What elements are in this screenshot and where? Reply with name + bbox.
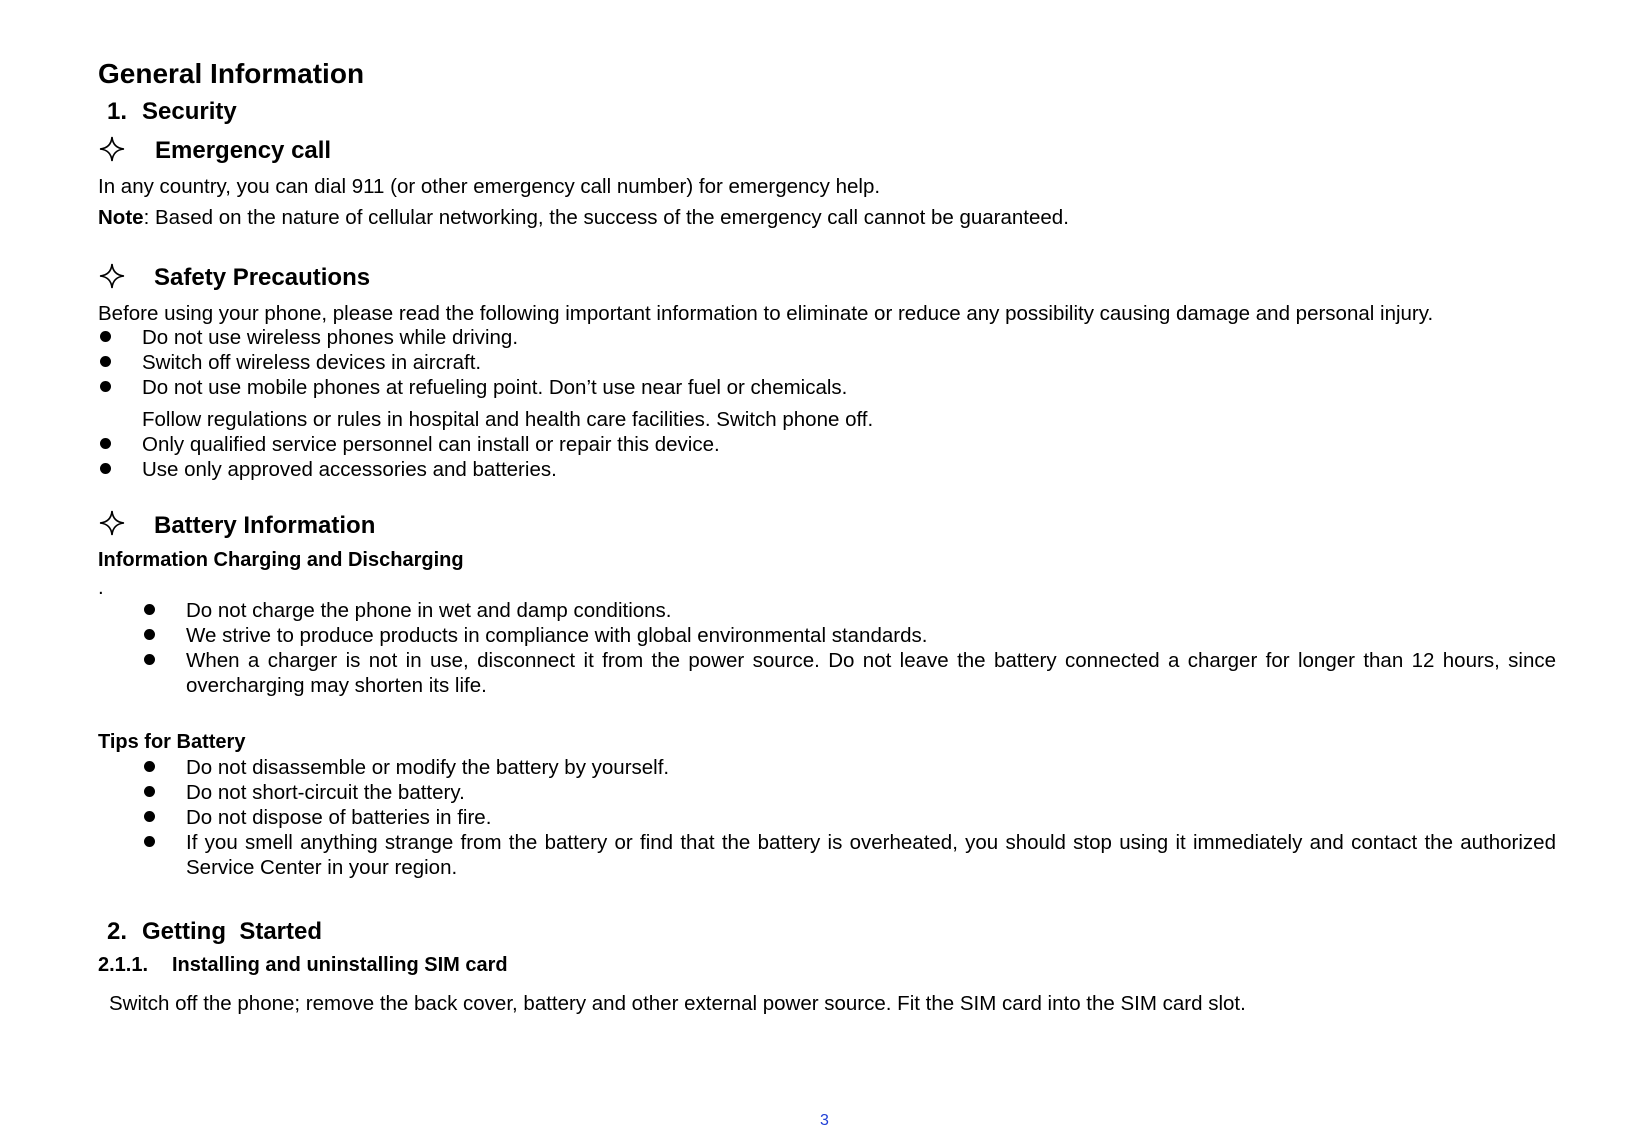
four-point-star-icon	[99, 263, 125, 289]
bullet-icon	[144, 811, 155, 822]
section-1-number: 1.	[107, 98, 128, 125]
bullet-icon	[144, 786, 155, 797]
section-1-title: Security	[142, 98, 237, 125]
safety-precautions-heading: Safety Precautions	[154, 264, 371, 291]
subsection-number: 2.1.1.	[98, 954, 149, 976]
page-number: 3	[820, 1112, 829, 1129]
bullet-icon	[100, 356, 111, 367]
safety-item: Do not use wireless phones while driving.	[142, 326, 519, 349]
safety-follow-text: Follow regulations or rules in hospital and health care facilities. Switch phone off.	[142, 408, 874, 431]
tips-item: Do not disassemble or modify the battery by yourself.	[186, 756, 670, 779]
charging-subheading: Information Charging and Discharging	[98, 549, 464, 571]
tips-item: Do not dispose of batteries in fire.	[186, 806, 492, 829]
charging-item: We strive to produce products in compliance with global environmental standards.	[186, 624, 928, 647]
four-point-star-icon	[99, 136, 125, 162]
battery-information-heading: Battery Information	[154, 512, 376, 539]
tips-subheading: Tips for Battery	[98, 731, 246, 753]
tips-item: If you smell anything strange from the battery or find that the battery is overheated, you should stop using it immediately and contact the authorized Service Center in your region.	[186, 831, 1556, 879]
bullet-icon	[100, 381, 111, 392]
section-2-number: 2.	[107, 918, 128, 945]
bullet-icon	[144, 654, 155, 665]
bullet-icon	[144, 604, 155, 615]
section-2-title: Getting Started	[142, 918, 323, 945]
safety-intro: Before using your phone, please read the following important information to eliminate or reduce any possibility causing damage and personal injury.	[98, 302, 1434, 325]
note-label: Note	[98, 206, 144, 229]
bullet-icon	[144, 629, 155, 640]
note-text: : Based on the nature of cellular networking, the success of the emergency call cannot be guaranteed.	[143, 206, 1069, 229]
tips-item: Do not short-circuit the battery.	[186, 781, 465, 804]
bullet-icon	[100, 331, 111, 342]
bullet-icon	[100, 463, 111, 474]
bullet-icon	[144, 836, 155, 847]
page-title: General Information	[98, 58, 365, 89]
safety-item: Use only approved accessories and batteries.	[142, 458, 557, 481]
emergency-call-heading: Emergency call	[155, 137, 332, 164]
safety-item: Do not use mobile phones at refueling point. Don’t use near fuel or chemicals.	[142, 376, 848, 399]
emergency-note	[98, 205, 1069, 230]
safety-item: Only qualified service personnel can install or repair this device.	[142, 433, 720, 456]
four-point-star-icon	[99, 510, 125, 536]
charging-item: When a charger is not in use, disconnect it from the power source. Do not leave the battery connected a charger for longer than 12 hours, since overcharging may shorten its life.	[186, 649, 1556, 697]
safety-item: Switch off wireless devices in aircraft.	[142, 351, 482, 374]
bullet-icon	[100, 438, 111, 449]
sim-instructions-text: Switch off the phone; remove the back cover, battery and other external power source. Fit the SIM card into the SIM card slot.	[109, 992, 1246, 1015]
stray-dot: .	[98, 576, 104, 599]
charging-item: Do not charge the phone in wet and damp conditions.	[186, 599, 672, 622]
subsection-title: Installing and uninstalling SIM card	[172, 954, 508, 976]
bullet-icon	[144, 761, 155, 772]
emergency-call-text: In any country, you can dial 911 (or other emergency call number) for emergency help.	[98, 175, 881, 198]
